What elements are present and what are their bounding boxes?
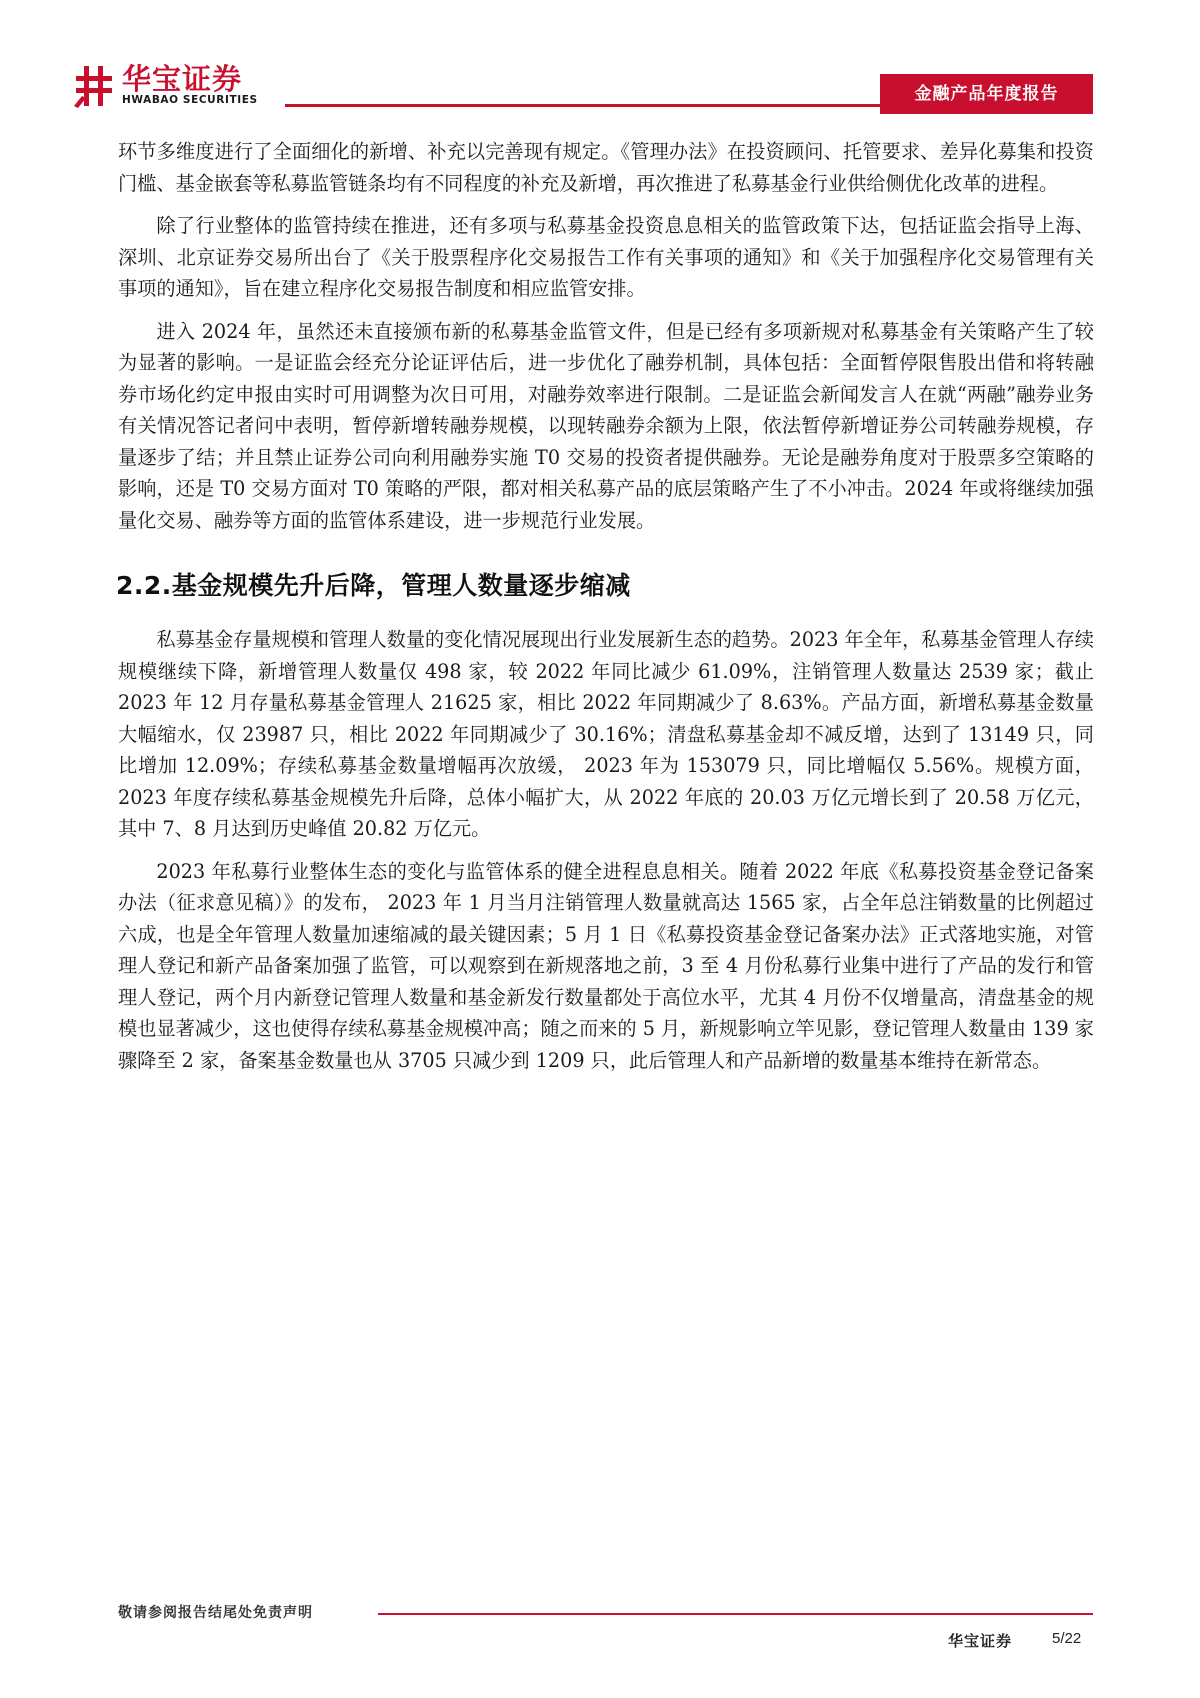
footer-disclaimer: 敬请参阅报告结尾处免责声明 xyxy=(118,1605,313,1621)
paragraph-continued: 环节多维度进行了全面细化的新增、补充以完善现有规定。《管理办法》在投资顾问、托管要求、差异化募集和投资门槛、基金嵌套等私募监管链条均有不同程度的补充及新增，再次推进了私募基金行业供给侧优化改革的进程。 xyxy=(118,140,1094,195)
paragraph-program-trading: 除了行业整体的监管持续在推进，还有多项与私募基金投资息息相关的监管政策下达，包括证监会指导上海、深圳、北京证券交易所出台了《关于股票程序化交易报告工作有关事项的通知》和《关于加强程序化交易管理有关事项的通知》，旨在建立程序化交易报告制度和相应监管安排。 xyxy=(118,214,1094,300)
report-type-badge: 金融产品年度报告 xyxy=(880,74,1093,114)
logo-chinese-name: 华宝证券 xyxy=(122,62,243,96)
logo-english-name: HWABAO SECURITIES xyxy=(122,94,258,106)
paragraph-fund-scale: 私募基金存量规模和管理人数量的变化情况展现出行业发展新生态的趋势。2023 年全年，私募基金管理人存续规模继续下降，新增管理人数量仅 498 家，较 2022 年同比减少 61.09%，注销管理人数量达 2539 家；截止 2023 年 12 月存量私募基金管理人 21625 家，相比 2022 年同期减少了 8.63%。产品方面，新增私募基金数量大幅缩水，仅 23987 只，相比 2022 年同期减少了 30.16%；清盘私募基金却不减反增，达到了 13149 只，同比增加 12.09%；存续私募基金数量增幅再次放缓， 2023 年为 153079 只，同比增幅仅 5.56%。规模方面，2023 年度存续私募基金规模先升后降，总体小幅扩大，从 2022 年底的 20.03 万亿元增长到了 20.58 万亿元，其中 7、8 月达到历史峰值 20.82 万亿元。 xyxy=(118,628,1094,840)
page-number: 5/22 xyxy=(1052,1630,1082,1647)
paragraph-ecosystem: 2023 年私募行业整体生态的变化与监管体系的健全进程息息相关。随着 2022 年底《私募投资基金登记备案办法（征求意见稿）》的发布， 2023 年 1 月当月注销管理人数量就高达 1565 家，占全年总注销数量的比例超过六成，也是全年管理人数量加速缩减的最关键因素；5 月 1 日《私募投资基金登记备案办法》正式落地实施，对管理人登记和新产品备案加强了监管，可以观察到在新规落地之前，3 至 4 月份私募行业集中进行了产品的发行和管理人登记，两个月内新登记管理人数量和基金新发行数量都处于高位水平，尤其 4 月份不仅增量高，清盘基金的规模也显著减少，这也使得存续私募基金规模冲高；随之而来的 5 月，新规影响立竿见影，登记管理人数量由 139 家骤降至 2 家，备案基金数量也从 3705 只减少到 1209 只，此后管理人和产品新增的数量基本维持在新常态。 xyxy=(118,859,1094,1072)
company-logo xyxy=(72,62,272,110)
header-divider xyxy=(285,104,880,107)
page-content xyxy=(118,136,1094,1087)
page-header xyxy=(0,0,1200,120)
section-title: 2.2.基金规模先升后降，管理人数量逐步缩减 xyxy=(116,571,631,600)
hwabao-logo-icon xyxy=(72,62,116,110)
paragraph-2024-regulation: 进入 2024 年，虽然还未直接颁布新的私募基金监管文件，但是已经有多项新规对私募基金有关策略产生了较为显著的影响。一是证监会经充分论证评估后，进一步优化了融券机制，具体包括：全面暂停限售股出借和将转融券市场化约定申报由实时可用调整为次日可用，对融券效率进行限制。二是证监会新闻发言人在就“两融”融券业务有关情况答记者问中表明，暂停新增转融券规模，以现转融券余额为上限，依法暂停新增证券公司转融券规模，存量逐步了结；并且禁止证券公司向利用融券实施 T0 交易的投资者提供融券。无论是融券角度对于股票多空策略的影响，还是 T0 交易方面对 T0 策略的严限，都对相关私募产品的底层策略产生了不小冲击。2024 年或将继续加强量化交易、融券等方面的监管体系建设，进一步规范行业发展。 xyxy=(118,319,1094,532)
footer-brand: 华宝证券 xyxy=(948,1632,1013,1650)
footer-divider xyxy=(378,1613,1093,1615)
